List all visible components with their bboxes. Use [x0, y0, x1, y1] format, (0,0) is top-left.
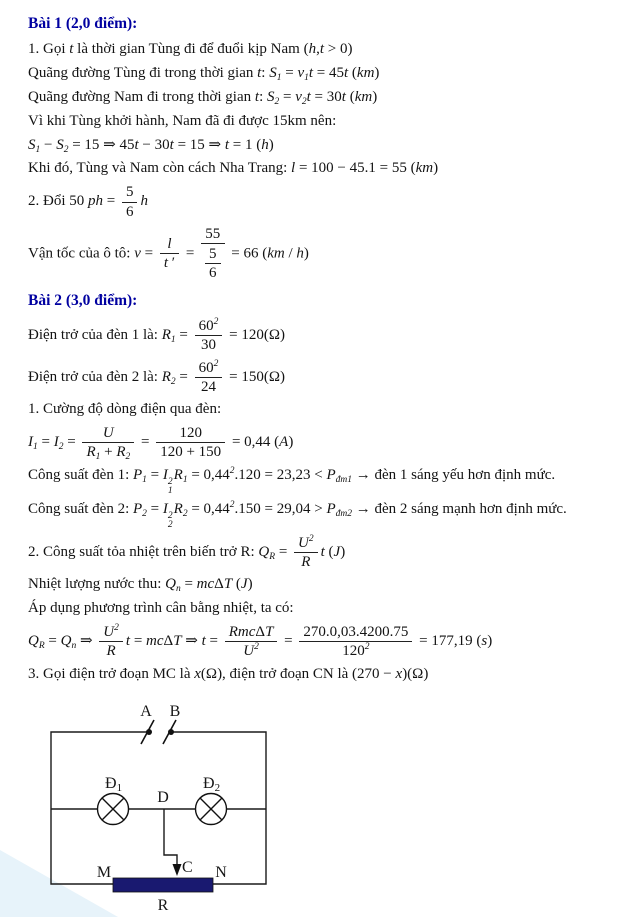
bai1-velocity: Vận tốc của ô tô: v = $\frac{l}{t '}$ = $\frac{55}{\frac{5}{6}}$ = 66 (km / h) [28, 225, 309, 282]
bai1-distance: Khi đó, Tùng và Nam còn cách Nha Trang: l = 100 − 45.1 = 55 (km) [28, 160, 439, 177]
bai1-equation-t: $S_1 - S_2 = 15$ ⇒ 45t − 30t = 15 ⇒ t = 1 (h) [28, 136, 274, 155]
bai2-power1: Công suất đèn 1: $P_1 = I$ 2 1 $R_1 = 0,44^2.120 = 23,23 < P_{đm1}$ → đèn 1 sáng yếu hơn định mức. [28, 465, 556, 496]
bai1-s1-line: Quãng đường Tùng đi trong thời gian t: $S_1 = v_1t = 45t$ (km) [28, 65, 380, 84]
bai2-step2-qr: 2. Công suất tỏa nhiệt trên biến trở R: $Q_R$ = $\frac{U^2}{R}$ t (J) [28, 533, 346, 571]
bai1-step2-convert: 2. Đổi 50 ph = $\frac{5}{6}$ h [28, 184, 148, 220]
lamp-d2-label: Đ2 [203, 775, 221, 794]
bai2-step3: 3. Gọi điện trở đoạn MC là x(Ω), điện trở đoạn CN là (270 − x)(Ω) [28, 665, 429, 682]
bai1-s2-line: Quãng đường Nam đi trong thời gian t: $S_2 = v_2t = 30t$ (km) [28, 89, 378, 108]
circuit-diagram [0, 700, 618, 917]
bai2-balance-intro: Áp dụng phương trình cân bằng nhiệt, ta có: [28, 600, 294, 617]
bai2-r1: Điện trở của đèn 1 là: $R_1$ = $\frac{60^2}{30}$ = 120(Ω) [28, 317, 285, 354]
lamp-d1-label: Đ1 [105, 775, 123, 794]
lamp-d2-icon [196, 794, 227, 825]
node-c-label: C [182, 859, 193, 876]
terminal-a-label: A [140, 703, 152, 720]
bai2-current: $I_1 = I_2$ = $\frac{U}{R_1 + R_2}$ = $\frac{120}{120 + 150}$ = 0,44 (A) [28, 425, 294, 463]
bai2-r2: Điện trở của đèn 2 là: $R_2$ = $\frac{60^2}{24}$ = 150(Ω) [28, 358, 285, 396]
bai2-heading: Bài 2 (3,0 điểm): [28, 291, 138, 309]
node-m-label: M [96, 864, 112, 881]
bai1-heading: Bài 1 (2,0 điểm): [28, 15, 138, 32]
lamp-d1-icon [98, 794, 129, 825]
slider-arrow-icon [173, 864, 182, 876]
terminal-b-label: B [169, 703, 181, 720]
bai2-balance-eq: $Q_R = Q_n$ ⇒ $\frac{U^2}{R}$ t = mcΔT ⇒ t = $\frac{\text{RmcΔT}}{U^2}$ = $\frac{270.0,03.4200.75}{120^2}$ = 177,19 (s) [28, 622, 493, 660]
bai2-step1-intro: 1. Cường độ dòng điện qua đèn: [28, 401, 222, 418]
node-n-label: N [215, 864, 227, 881]
circuit-wires [51, 732, 266, 884]
bai1-condition: Vì khi Tùng khởi hành, Nam đã đi được 15km nên: [28, 112, 337, 129]
node-d-label: D [157, 789, 169, 806]
bai2-qn: Nhiệt lượng nước thu: $Q_n = mc\Delta T$ (J) [28, 576, 253, 595]
rheostat-label: R [157, 897, 169, 914]
bai2-power2: Công suất đèn 2: $P_2 = I$ 2 2 $R_2 = 0,44^2.150 = 29,04 > P_{đm2}$ → đèn 2 sáng mạnh hơn định mức. [28, 499, 567, 530]
rheostat-bar [113, 878, 213, 892]
bai1-step1-intro: 1. Gọi t là thời gian Tùng đi để đuổi kịp Nam (h,t > 0) [28, 41, 353, 58]
